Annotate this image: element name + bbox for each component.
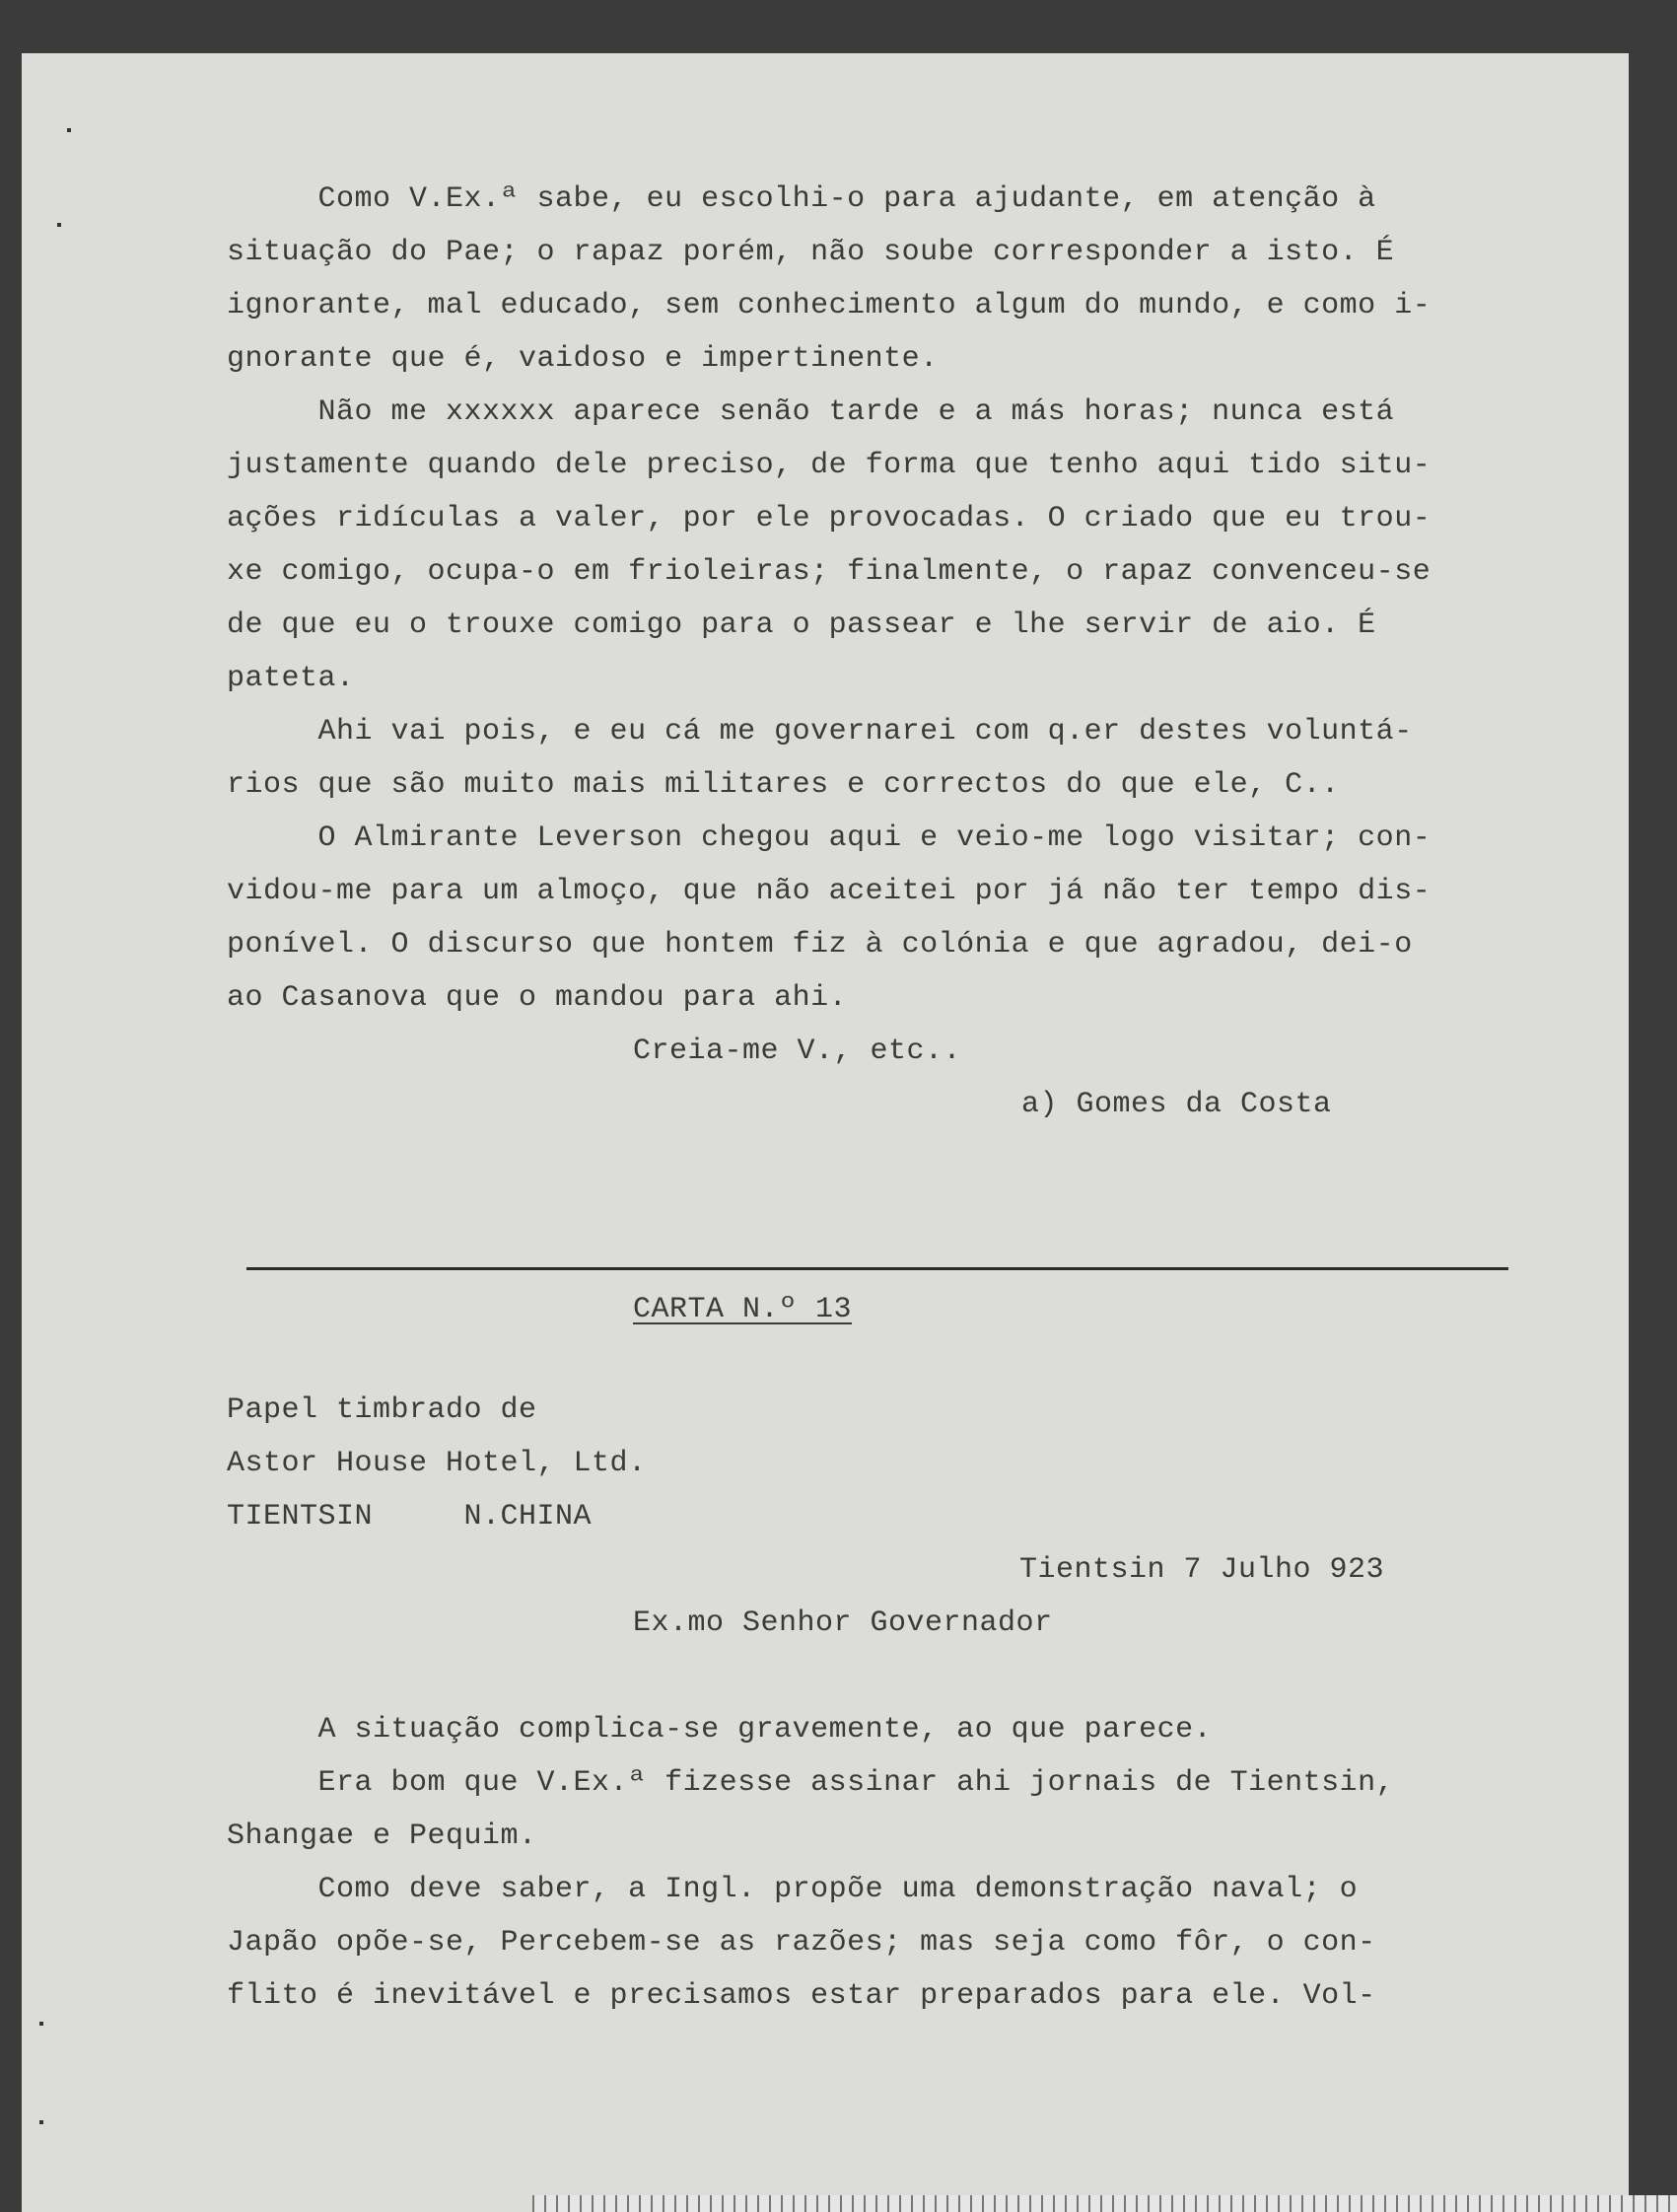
text-line: situação do Pae; o rapaz porém, não soube corresponder a isto. É: [227, 236, 1395, 269]
text-line: xe comigo, ocupa-o em frioleiras; finalmente, o rapaz convenceu-se: [227, 555, 1432, 589]
letter-heading: CARTA N.º 13: [633, 1293, 853, 1326]
text-line: ignorante, mal educado, sem conhecimento algum do mundo, e como i-: [227, 289, 1432, 322]
letterhead-line: Astor House Hotel, Ltd.: [227, 1447, 647, 1480]
text-line: de que eu o trouxe comigo para o passear e lhe servir de aio. É: [227, 608, 1376, 642]
letter-date: Tientsin 7 Julho 923: [1019, 1553, 1385, 1587]
text-line: ações ridículas a valer, por ele provocadas. O criado que eu trou-: [227, 502, 1432, 535]
closing: Creia-me V., etc..: [633, 1035, 962, 1068]
text-line: ponível. O discurso que hontem fiz à colónia e que agradou, dei-o: [227, 928, 1413, 962]
page-speck: [67, 128, 71, 132]
text-line: pateta.: [227, 662, 355, 695]
separator-line: [246, 1267, 1508, 1270]
text-line: O Almirante Leverson chegou aqui e veio-me logo visitar; con-: [227, 821, 1432, 855]
text-line: Não me xxxxxx aparece senão tarde e a más horas; nunca está: [227, 395, 1395, 429]
letterhead-line: Papel timbrado de: [227, 1393, 537, 1427]
text-line: Era bom que V.Ex.ª fizesse assinar ahi jornais de Tientsin,: [227, 1766, 1395, 1800]
text-line: Como V.Ex.ª sabe, eu escolhi-o para ajudante, em atenção à: [227, 182, 1376, 216]
page-speck: [39, 2120, 43, 2124]
text-line: ao Casanova que o mandou para ahi.: [227, 981, 848, 1015]
letterhead-line: TIENTSIN N.CHINA: [227, 1500, 593, 1534]
salutation: Ex.mo Senhor Governador: [633, 1606, 1053, 1640]
text-line: Shangae e Pequim.: [227, 1820, 537, 1853]
text-line: Japão opõe-se, Percebem-se as razões; mas seja como fôr, o con-: [227, 1926, 1376, 1960]
signature: a) Gomes da Costa: [1021, 1088, 1332, 1121]
text-line: A situação complica-se gravemente, ao que parece.: [227, 1713, 1213, 1747]
text-line: gnorante que é, vaidoso e impertinente.: [227, 342, 939, 376]
text-line: flito é inevitável e precisamos estar preparados para ele. Vol-: [227, 1979, 1376, 2013]
page-speck: [57, 223, 61, 227]
text-line: Ahi vai pois, e eu cá me governarei com q.er destes voluntá-: [227, 715, 1413, 749]
document-page: [22, 53, 1629, 2212]
text-line: justamente quando dele preciso, de forma que tenho aqui tido situ-: [227, 449, 1432, 482]
text-line: Como deve saber, a Ingl. propõe uma demonstração naval; o: [227, 1873, 1359, 1906]
page-speck: [39, 2022, 43, 2026]
text-line: rios que são muito mais militares e correctos do que ele, C..: [227, 768, 1340, 802]
text-line: vidou-me para um almoço, que não aceitei por já não ter tempo dis-: [227, 875, 1432, 908]
scan-ruler: [532, 2195, 1677, 2212]
